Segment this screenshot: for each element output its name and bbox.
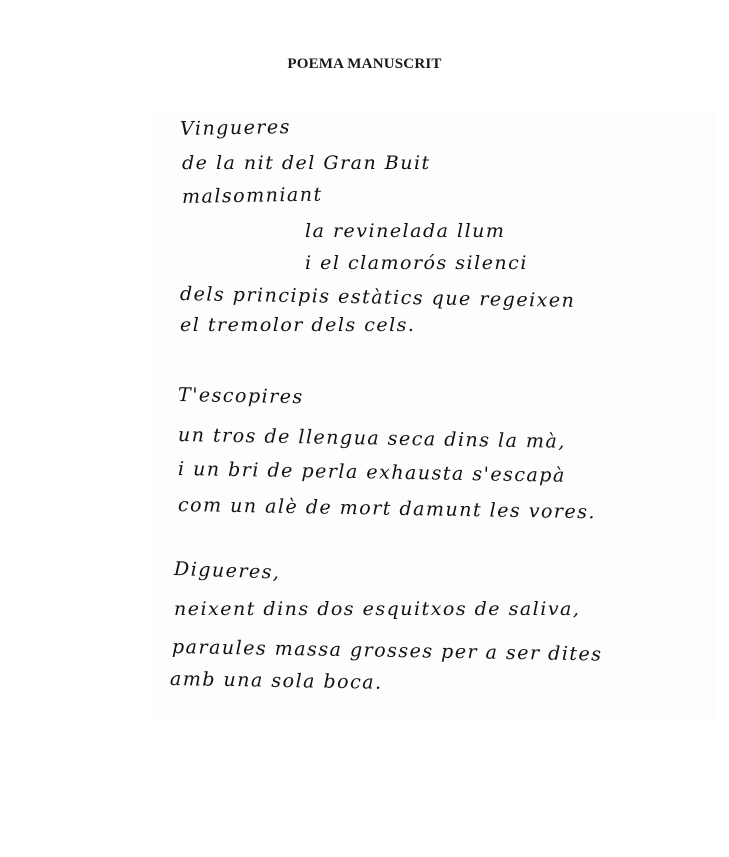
poem-line: T'escopires	[177, 384, 304, 409]
poem-line: el tremolor dels cels.	[180, 314, 416, 336]
poem-line: la revinelada llum	[305, 220, 506, 242]
poem-line: Digueres,	[173, 558, 281, 584]
poem-line: amb una sola boca.	[169, 668, 383, 694]
poem-line: de la nit del Gran Buit	[182, 152, 431, 174]
poem-line: dels principis estàtics que regeixen	[179, 283, 576, 312]
poem-line: i un bri de perla exhausta s'escapà	[177, 458, 566, 487]
poem-line: i el clamorós silenci	[305, 252, 528, 274]
poem-line: paraules massa grosses per a ser dites	[171, 636, 603, 666]
poem-line: un tros de llengua seca dins la mà,	[177, 424, 567, 453]
poem-line: com un alè de mort damunt les vores.	[177, 494, 597, 524]
poem-line: Vingueres	[179, 116, 292, 140]
page-title: POEMA MANUSCRIT	[287, 56, 442, 72]
poem-line: neixent dins dos esquitxos de saliva,	[174, 598, 581, 620]
poem-line: malsomniant	[181, 183, 323, 208]
